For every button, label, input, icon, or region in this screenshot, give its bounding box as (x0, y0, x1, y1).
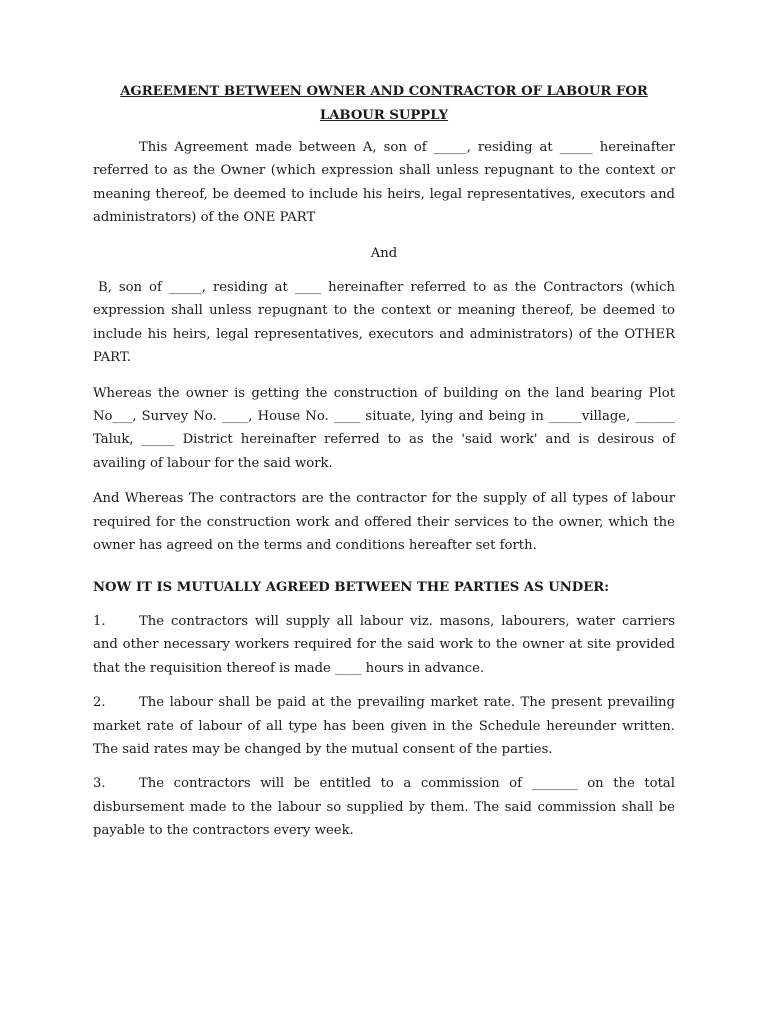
paragraph-and: And (370, 245, 398, 261)
document-page (93, 80, 675, 843)
clause-2 (93, 691, 675, 761)
clause-number: 2. (93, 695, 106, 711)
clause-number: 3. (93, 776, 106, 792)
clause-text: The labour shall be paid at the prevailing market rate. The present prevailing market rate of labour of all type has been given in the Schedule hereunder written. The said rates may be changed by the mutual consent of the parties. (93, 695, 675, 757)
clause-text: The contractors will be entitled to a commission of _______ on the total disbursement made to the labour so supplied by them. The said commission shall be payable to the contractors every week. (93, 776, 675, 839)
clause-text: The contractors will supply all labour viz. masons, labourers, water carriers and other necessary workers required for the said work to the owner at site provided that the requisition thereof is made ____ hours in advance. (93, 613, 675, 676)
title-line-2: LABOUR SUPPLY (319, 108, 449, 123)
clause-1 (93, 610, 675, 680)
paragraph-whereas-1: Whereas the owner is getting the construction of building on the land bearing Plot No___, Survey No. ____, House No. ____ situate, lying and being in _____village, ______ Taluk, _____ District hereinafter referred to as the 'said work' and is desirous of availing of labour for the said work. (93, 385, 675, 471)
paragraph-whereas-2: And Whereas The contractors are the contractor for the supply of all types of labour required for the construction work and offered their services to the owner, which the owner has agreed on the terms and conditions hereafter set forth. (93, 491, 675, 554)
paragraph-party-b: B, son of _____, residing at ____ hereinafter referred to as the Contractors (which expression shall unless repugnant to the context or meaning thereof, be deemed to include his heirs, legal representatives, executors and administrators) of the OTHER PART. (93, 280, 675, 366)
title-line-1: AGREEMENT BETWEEN OWNER AND CONTRACTOR OF LABOUR FOR (120, 84, 648, 99)
document-title (93, 80, 675, 128)
clause-3 (93, 772, 675, 842)
clause-number: 1. (93, 613, 106, 629)
paragraph-party-a: This Agreement made between A, son of _____, residing at _____ hereinafter referred to as the Owner (which expression shall unless repugnant to the context or meaning thereof, be deemed to include his heirs, legal representatives, executors and administrators) of the ONE PART (93, 140, 675, 226)
heading-mutually-agreed: NOW IT IS MUTUALLY AGREED BETWEEN THE PARTIES AS UNDER: (93, 579, 610, 595)
